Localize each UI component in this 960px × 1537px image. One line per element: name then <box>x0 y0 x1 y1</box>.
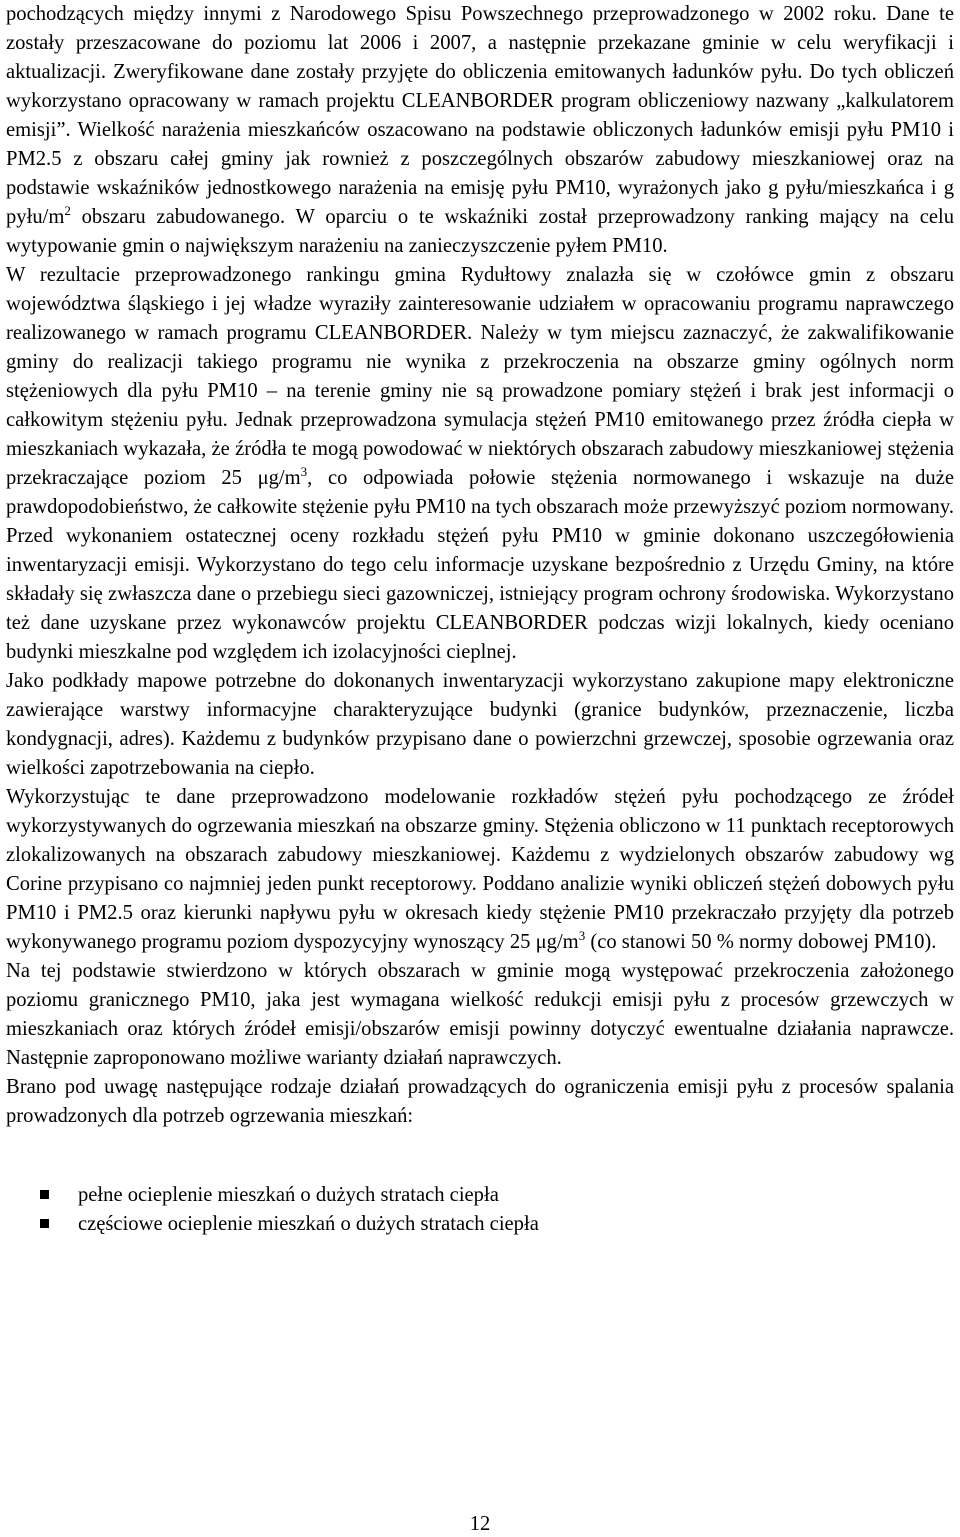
list-item-text: pełne ocieplenie mieszkań o dużych stratach ciepła <box>78 1184 499 1206</box>
square-bullet-icon <box>40 1219 49 1228</box>
paragraph-text: , co odpowiada połowie stężenia normowanego i wskazuje na duże prawdopodobieństwo, że całkowite stężenie pyłu PM10 na tych obszarach może przewyższyć poziom normowany. <box>6 467 955 518</box>
paragraph-text: Przed wykonaniem ostatecznej oceny rozkładu stężeń pyłu PM10 w gminie dokonano uszczegółowienia inwentaryzacji emisji. Wykorzystano do tego celu informacje uzyskane bezpośrednio z Urzędu Gminy, na które składały się zwłaszcza dane o przebiegu sieci gazowniczej, istniejący program ochrony środowiska. Wykorzystano też dane uzyskane przez wykonawców projektu CLEANBORDER podczas wizji lokalnych, kiedy oceniano budynki mieszkalne pod względem ich izolacyjności cieplnej. <box>6 525 954 663</box>
paragraph-base-maps <box>6 667 954 783</box>
paragraph-text: Wykorzystując te dane przeprowadzono modelowanie rozkładów stężeń pyłu pochodzącego ze źródeł wykorzystywanych do ogrzewania mieszkań na obszarze gminy. Stężenia obliczono w 11 punktach receptorowych zlokalizowanych na obszarach zabudowy mieszkaniowej. Każdemu z wydzielonych obszarów zabudowy wg Corine przypisano co najmniej jeden punkt receptorowy. Poddano analizie wyniki obliczeń stężeń dobowych pyłu PM10 i PM2.5 oraz kierunki napływu pyłu w okresach kiedy stężenie PM10 przekraczało przyjęty dla potrzeb wykonywanego programu poziom dyspozycyjny wynoszący 25 μg/m <box>6 786 954 953</box>
paragraph-census-data <box>6 0 954 261</box>
paragraph-text: (co stanowi 50 % normy dobowej PM10). <box>585 931 937 953</box>
list-item <box>6 1181 954 1210</box>
paragraph-measures-intro <box>6 1073 954 1131</box>
paragraph-exceedances <box>6 957 954 1073</box>
paragraph-ranking-result <box>6 261 954 522</box>
paragraph-modelling <box>6 783 954 957</box>
paragraph-text: pochodzących między innymi z Narodowego Spisu Powszechnego przeprowadzonego w 2002 roku. Dane te zostały przeszacowane do poziomu lat 2006 i 2007, a następnie przekazane gminie w celu weryfikacji i aktualizacji. Zweryfikowane dane zostały przyjęte do obliczenia emitowanych ładunków pyłu. Do tych obliczeń wykorzystano opracowany w ramach projektu CLEANBORDER program obliczeniowy nazwany „kalkulatorem emisji”. Wielkość narażenia mieszkańców oszacowano na podstawie obliczonych ładunków emisji pyłu PM10 i PM2.5 z obszaru całej gminy jak rownież z poszczególnych obszarów zabudowy mieszkaniowej oraz na podstawie wskaźników jednostkowego narażenia na emisję pyłu PM10, wyrażonych jako g pyłu/mieszkańca i g pyłu/m <box>6 3 954 228</box>
paragraph-text: Brano pod uwagę następujące rodzaje działań prowadzących do ograniczenia emisji pyłu z procesów spalania prowadzonych dla potrzeb ogrzewania mieszkań: <box>6 1076 954 1127</box>
superscript: 3 <box>578 928 586 943</box>
page-number: 12 <box>469 1513 491 1535</box>
measures-list <box>6 1181 954 1239</box>
paragraph-inventory-detail <box>6 522 954 667</box>
paragraph-text: W rezultacie przeprowadzonego rankingu gmina Rydułtowy znalazła się w czołówce gmin z obszaru województwa śląskiego i jej władze wyraziły zainteresowanie udziałem w opracowaniu programu naprawczego realizowanego w ramach programu CLEANBORDER. Należy w tym miejscu zaznaczyć, że zakwalifikowanie gminy do realizacji takiego programu nie wynika z przekroczenia na obszarze gminy ogólnych norm stężeniowych dla pyłu PM10 – na terenie gminy nie są prowadzone pomiary stężeń i brak jest informacji o całkowitym stężeniu pyłu. Jednak przeprowadzona symulacja stężeń PM10 emitowanego przez źródła ciepła w mieszkaniach wykazała, że źródła te mogą powodować w niektórych obszarach zabudowy mieszkaniowej stężenia przekraczające poziom 25 μg/m <box>6 264 954 489</box>
list-item-text: częściowe ocieplenie mieszkań o dużych stratach ciepła <box>78 1213 539 1235</box>
paragraph-text: Na tej podstawie stwierdzono w których obszarach w gminie mogą występować przekroczenia założonego poziomu granicznego PM10, jaka jest wymagana wielkość redukcji emisji pyłu z procesów grzewczych w mieszkaniach oraz których źródeł emisji/obszarów emisji powinny dotyczyć ewentualne działania naprawcze. Następnie zaproponowano możliwe warianty działań naprawczych. <box>6 960 954 1069</box>
paragraph-text: obszaru zabudowanego. W oparciu o te wskaźniki został przeprowadzony ranking mający na celu wytypowanie gmin o największym narażeniu na zanieczyszczenie pyłem PM10. <box>6 206 954 257</box>
document-page <box>6 0 954 1239</box>
square-bullet-icon <box>40 1190 49 1199</box>
superscript: 2 <box>64 203 71 218</box>
list-item <box>6 1210 954 1239</box>
paragraph-text: Jako podkłady mapowe potrzebne do dokonanych inwentaryzacji wykorzystano zakupione mapy elektroniczne zawierające warstwy informacyjne charakteryzujące budynki (granice budynków, przeznaczenie, liczba kondygnacji, adres). Każdemu z budynków przypisano dane o powierzchni grzewczej, sposobie ogrzewania oraz wielkości zapotrzebowania na ciepło. <box>6 670 954 779</box>
superscript: 3 <box>300 464 308 479</box>
